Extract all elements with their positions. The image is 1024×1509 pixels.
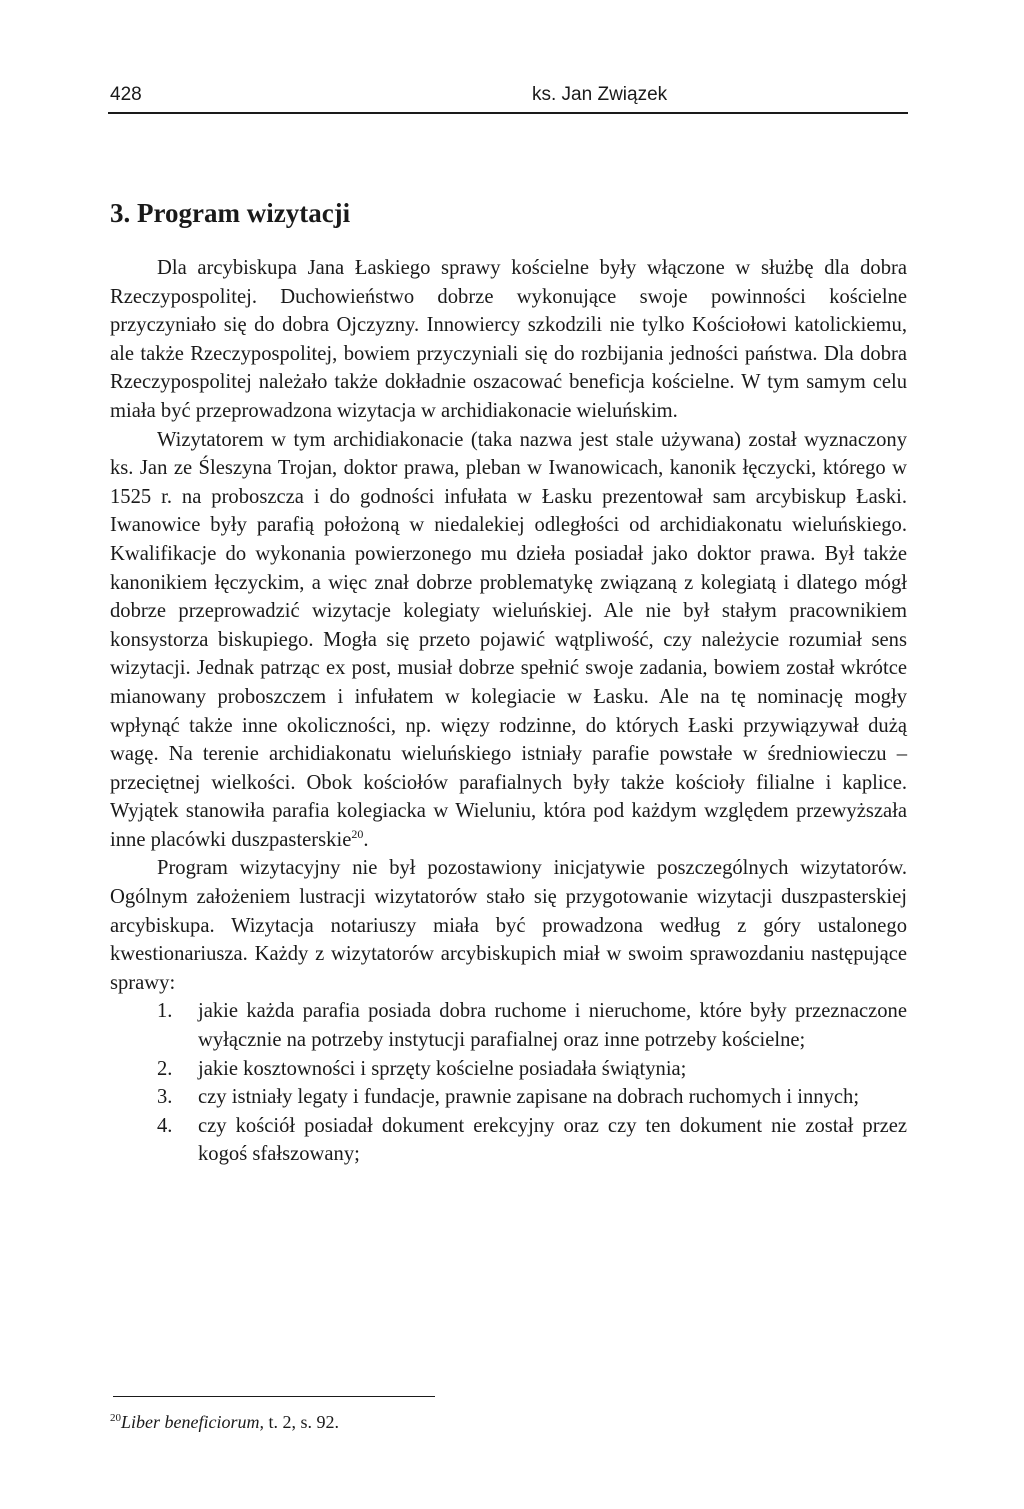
section-title: 3. Program wizytacji bbox=[110, 198, 351, 228]
list-item-text: czy kościół posiadał dokument erekcyjny oraz czy ten dokument nie został przez kogoś sfałszowany; bbox=[198, 1114, 907, 1166]
paragraph-1 bbox=[110, 254, 907, 426]
list-item-number: 2. bbox=[157, 1057, 173, 1080]
footnote-title: Liber beneficiorum, bbox=[121, 1412, 264, 1432]
paragraph-2 bbox=[110, 426, 907, 855]
paragraph-2-end: . bbox=[363, 828, 369, 851]
list-item-number: 1. bbox=[157, 1000, 173, 1023]
running-title: ks. Jan Związek bbox=[532, 84, 668, 105]
paragraph-1-text: Dla arcybiskupa Jana Łaskiego sprawy kościelne były włączone w służbę dla dobra Rzeczypospolitej. Duchowieństwo dobrze wykonujące swoje powinności kościelne przyczyniało się do dobra Ojczyzny. Innowiercy szkodzili nie tylko Kościołowi katolickiemu, ale także Rzeczypospolitej, bowiem przyczyniali się do rozbijania jedności państwa. Dla dobra Rzeczypospolitej należało także dokładnie oszacować beneficja kościelne. W tym samym celu miała być przeprowadzona wizytacja w archidiakonacie wieluńskim. bbox=[110, 257, 907, 422]
list-item-number: 3. bbox=[157, 1086, 173, 1109]
paragraph-3 bbox=[110, 854, 907, 997]
list-item-text: jakie kosztowności i sprzęty kościelne posiadała świątynia; bbox=[198, 1057, 687, 1080]
list-item bbox=[110, 997, 907, 1054]
footnote-citation: t. 2, s. 92. bbox=[263, 1412, 339, 1432]
list-item bbox=[110, 1055, 907, 1084]
footnote bbox=[110, 1410, 339, 1434]
footnote-divider bbox=[113, 1396, 435, 1397]
footnote-reference[interactable]: 20 bbox=[351, 827, 364, 842]
questionnaire-list bbox=[110, 997, 907, 1169]
paragraph-3-text: Program wizytacyjny nie był pozostawiony inicjatywie poszczególnych wizytatorów. Ogólnym założeniem lustracji wizytatorów stało się przygotowanie wizytacji duszpasterskiej arcybiskupa. Wizytacja notariuszy miała być prowadzona według z góry ustalonego kwestionariusza. Każdy z wizytatorów arcybiskupich miał w swoim sprawozdaniu następujące sprawy: bbox=[110, 857, 907, 994]
list-item-text: jakie każda parafia posiada dobra ruchome i nieruchome, które były przeznaczone wyłącznie na potrzeby instytucji parafialnej oraz inne potrzeby kościelne; bbox=[198, 1000, 907, 1052]
list-item bbox=[110, 1112, 907, 1169]
list-item bbox=[110, 1083, 907, 1112]
paragraph-2-text: Wizytatorem w tym archidiakonacie (taka nazwa jest stale używana) został wyznaczony ks. Jan ze Śleszyna Trojan, doktor prawa, pleban w Iwanowicach, kanonik łęczycki, którego w 1525 r. na proboszcza i do godności infułata w Łasku prezentował sam arcybiskup Łaski. Iwanowice były parafią położoną w niedalekiej odległości od archidiakonatu wieluńskiego. Kwalifikacje do wykonania powierzonego mu dzieła posiadał jako doktor prawa. Był także kanonikiem łęczyckim, a więc znał dobrze problematykę związaną z kolegiatą i dlatego mógł dobrze przeprowadzić wizytacje kolegiaty wieluńskiej. Ale nie był stałym pracownikiem konsystorza biskupiego. Mogła się przeto pojawić wątpliwość, czy należycie rozumiał sens wizytacji. Jednak patrząc ex post, musiał dobrze spełnić swoje zadania, bowiem został wkrótce mianowany proboszczem i infułatem w kolegiacie w Łasku. Ale na tę nominację mogły wpłynąć także inne okoliczności, np. więzy rodzinne, do których Łaski przywiązywał dużą wagę. Na terenie archidiakonatu wieluńskiego istniały parafie powstałe w średniowieczu – przeciętnej wielkości. Obok kościołów parafialnych były także kościoły filialne i kaplice. Wyjątek stanowiła parafia kolegiacka w Wieluniu, która pod każdym względem przewyższała inne placówki duszpasterskie bbox=[110, 428, 907, 851]
list-item-number: 4. bbox=[157, 1114, 173, 1137]
body-text bbox=[110, 254, 907, 1169]
running-header bbox=[108, 78, 908, 114]
page-number: 428 bbox=[110, 84, 142, 105]
list-item-text: czy istniały legaty i fundacje, prawnie zapisane na dobrach ruchomych i innych; bbox=[198, 1086, 860, 1109]
footnote-number: 20 bbox=[110, 1412, 121, 1424]
